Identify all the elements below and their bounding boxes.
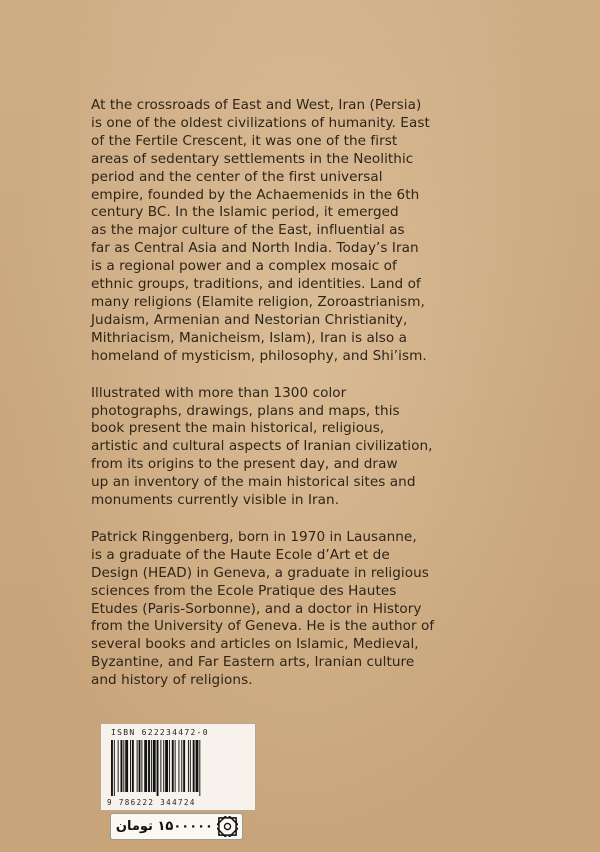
- price-label: ۱۵۰۰۰۰۰ تومان: [115, 819, 213, 834]
- back-cover-blurb: [91, 97, 531, 709]
- publisher-logo-icon: [217, 816, 238, 837]
- isbn-barcode-label: [100, 723, 256, 811]
- barcode-icon: [109, 740, 249, 796]
- price-sticker: [110, 813, 243, 840]
- ean-digits: 9 786222 344724: [107, 798, 196, 807]
- isbn-number: ISBN 622234472-0: [111, 728, 209, 737]
- blurb-paragraph-intro: At the crossroads of East and West, Iran (Persia) is one of the oldest civilizations of humanity. East of the Fertile Crescent, it was one of the first areas of sedentary settlements in the Neolithic period and the center of the first universal empire, founded by the Achaemenids in the 6th century BC. In the Islamic period, it emerged as the major culture of the East, influential as far as Central Asia and North India. Today’s Iran is a regional power and a complex mosaic of ethnic groups, traditions, and identities. Land of many religions (Elamite religion, Zoroastrianism, Judaism, Armenian and Nestorian Christianity, Mithriacism, Manicheism, Islam), Iran is also a homeland of mysticism, philosophy, and Shi’ism.: [91, 97, 430, 364]
- blurb-paragraph-contents: Illustrated with more than 1300 color photographs, drawings, plans and maps, this book present the main historical, religious, artistic and cultural aspects of Iranian civilization, from its origins to the present day, and draw up an inventory of the main historical sites and monuments currently visible in Iran.: [91, 384, 433, 509]
- blurb-paragraph-author-bio: Patrick Ringgenberg, born in 1970 in Lausanne, is a graduate of the Haute Ecole d’Art et de Design (HEAD) in Geneva, a graduate in religious sciences from the Ecole Pratique des Hautes Etudes (Paris-Sorbonne), and a doctor in History from the University of Geneva. He is the author of several books and articles on Islamic, Medieval, Byzantine, and Far Eastern arts, Iranian culture and history of religions.: [91, 528, 435, 689]
